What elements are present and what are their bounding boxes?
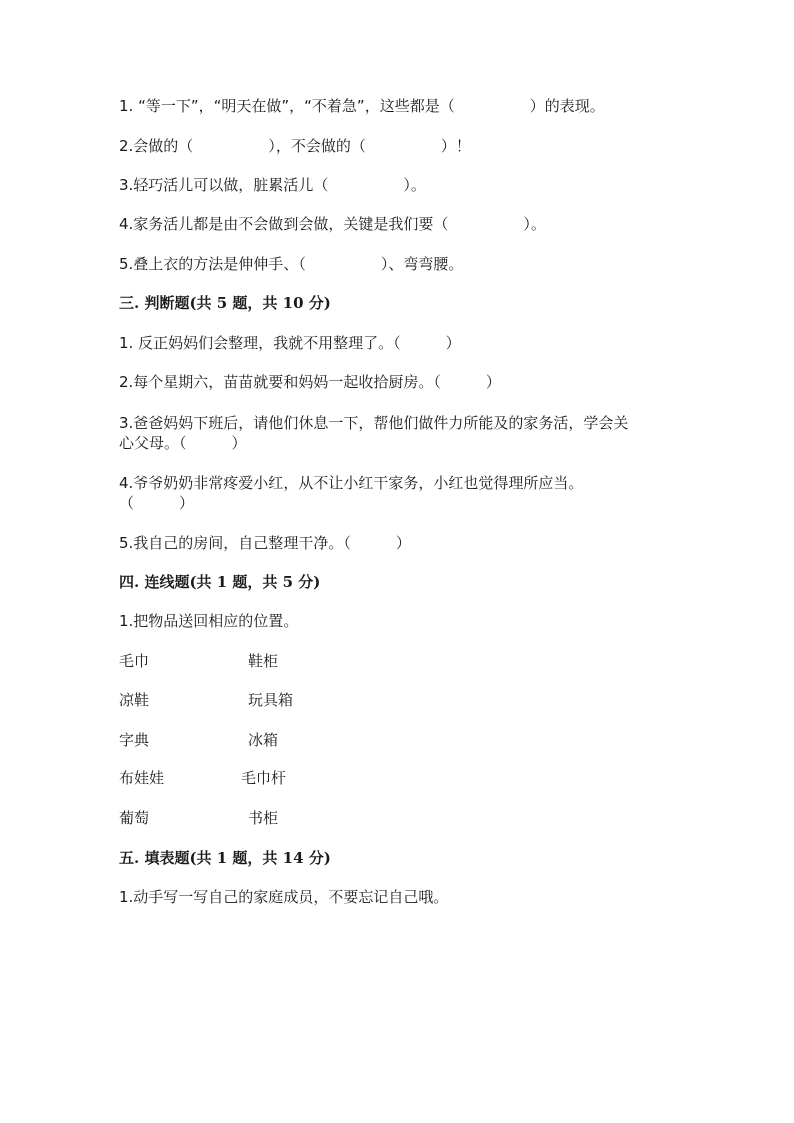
fill-blank-item-2: 2.会做的（ ），不会做的（ ）！ [119, 137, 471, 155]
judge-item-2: 2.每个星期六，苗苗就要和妈妈一起收拾厨房。（ ） [119, 373, 501, 391]
fill-blank-item-3: 3.轻巧活儿可以做，脏累活儿（ ）。 [119, 176, 426, 194]
match-right-item: 鞋柜 [248, 652, 279, 670]
match-left-item: 布娃娃 [119, 769, 165, 787]
match-left-item: 毛巾 [119, 652, 150, 670]
match-right-item: 冰箱 [248, 731, 279, 749]
match-question: 1.把物品送回相应的位置。 [119, 612, 299, 630]
match-left-item: 字典 [119, 731, 150, 749]
judge-item-5: 5.我自己的房间，自己整理干净。（ ） [119, 534, 411, 552]
match-right-item: 毛巾杆 [241, 769, 287, 787]
table-heading: 五. 填表题(共 1 题，共 14 分) [119, 849, 331, 867]
match-left-item: 葡萄 [119, 809, 150, 827]
judge-item-3: 3.爸爸妈妈下班后，请他们休息一下，帮他们做件力所能及的家务活，学会关 心父母。（ ） [119, 414, 629, 452]
match-heading: 四. 连线题(共 1 题，共 5 分) [119, 573, 321, 591]
fill-blank-item-5: 5.叠上衣的方法是伸伸手、（ ）、弯弯腰。 [119, 255, 464, 273]
table-question: 1.动手写一写自己的家庭成员，不要忘记自己哦。 [119, 888, 449, 906]
fill-blank-item-1: 1. “等一下”，“明天在做”，“不着急”，这些都是（ ）的表现。 [119, 97, 605, 115]
match-right-item: 玩具箱 [248, 691, 294, 709]
judge-heading: 三. 判断题(共 5 题，共 10 分) [119, 294, 331, 312]
match-right-item: 书柜 [248, 809, 279, 827]
judge-item-4: 4.爷爷奶奶非常疼爱小红，从不让小红干家务，小红也觉得理所应当。 （ ） [119, 474, 584, 512]
match-left-item: 凉鞋 [119, 691, 150, 709]
fill-blank-item-4: 4.家务活儿都是由不会做到会做，关键是我们要（ ）。 [119, 215, 546, 233]
judge-item-1: 1. 反正妈妈们会整理，我就不用整理了。（ ） [119, 334, 461, 352]
